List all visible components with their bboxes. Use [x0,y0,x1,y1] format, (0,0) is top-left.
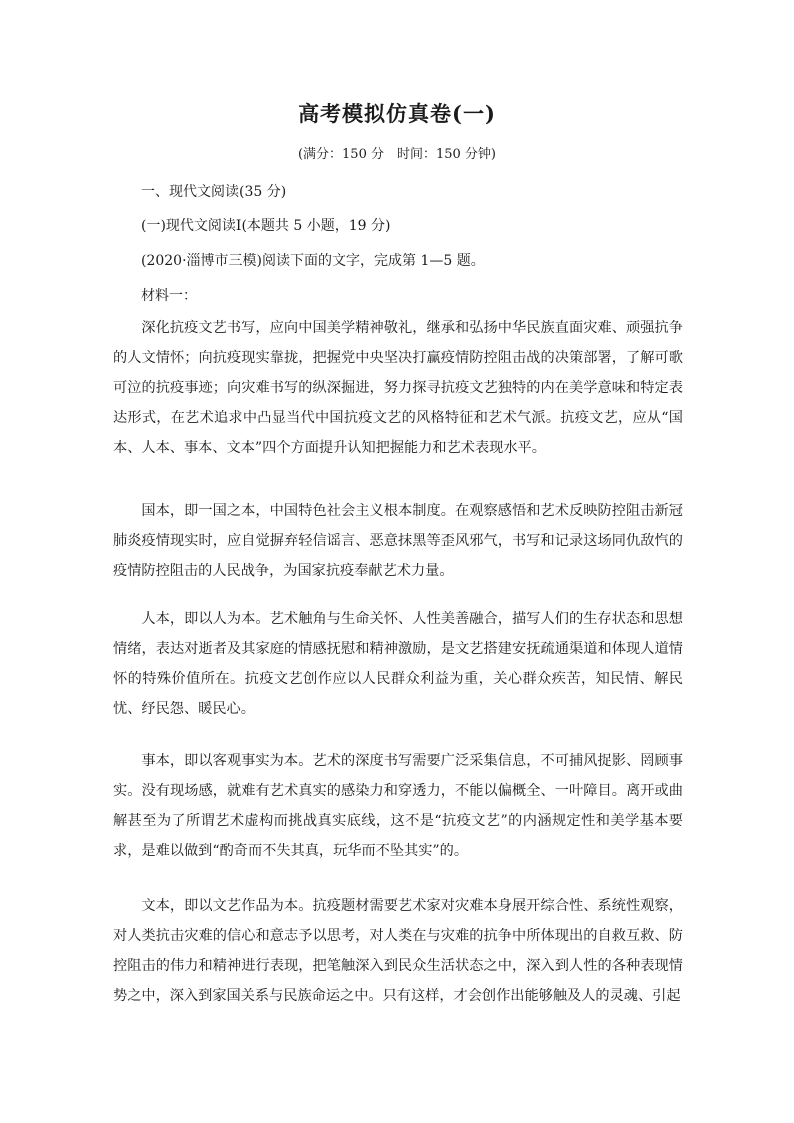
paragraph-1: 深化抗疫文艺书写，应向中国美学精神敬礼，继承和弘扬中华民族直面灾难、顽强抗争的人文情怀；向抗疫现实靠拢，把握党中央坚决打赢疫情防控阻击战的决策部署，了解可歌可泣的抗疫事迹；向灾难书写的纵深掘进，努力探寻抗疫文艺独特的内在美学意味和特定表达形式，在艺术追求中凸显当代中国抗疫文艺的风格特征和艺术气派。抗疫文艺，应从“国本、人本、事本、文本”四个方面提升认知把握能力和艺术表现水平。 [113,320,683,456]
material-label: 材料一： [141,288,197,304]
exam-info: (满分：150 分 时间：150 分钟) [297,147,497,162]
paragraph-4: 事本，即以客观事实为本。艺术的深度书写需要广泛采集信息，不可捕风捉影、罔顾事实。没有现场感，就难有艺术真实的感染力和穿透力，不能以偏概全、一叶障目。离开或曲解甚至为了所谓艺术虚构而挑战真实底线，这不是“抗疫文艺”的内涵规定性和美学基本要求，是难以做到“酌奇而不失其真，玩华而不坠其实”的。 [113,753,683,859]
page-title: 高考模拟仿真卷(一) [298,101,496,126]
paragraph-3: 人本，即以人为本。艺术触角与生命关怀、人性美善融合，描写人们的生存状态和思想情绪，表达对逝者及其家庭的情感抚慰和精神激励，是文艺搭建安抚疏通渠道和体现人道情怀的特殊价值所在。抗疫文艺创作应以人民群众利益为重，关心群众疾苦，知民情、解民忧、纾民怨、暖民心。 [113,611,683,717]
paragraph-5: 文本，即以文艺作品为本。抗疫题材需要艺术家对灾难本身展开综合性、系统性观察，对人类抗击灾难的信心和意志予以思考，对人类在与灾难的抗争中所体现出的自救互救、防控阻击的伟力和精神进行表现，把笔触深入到民众生活状态之中，深入到人性的各种表现情势之中，深入到家国关系与民族命运之中。只有这样，才会创作出能够触及人的灵魂、引起 [113,898,683,1004]
instruction-text: (2020·淄博市三模)阅读下面的文字，完成第 1—5 题。 [141,253,485,269]
subsection-heading: (一)现代文阅读Ⅰ(本题共 5 小题，19 分) [141,218,391,234]
section-heading: 一、现代文阅读(35 分) [141,184,287,200]
paragraph-2: 国本，即一国之本，中国特色社会主义根本制度。在观察感悟和艺术反映防控阻击新冠肺炎疫情现实时，应自觉摒弃轻信谣言、恶意抹黑等歪风邪气，书写和记录这场同仇敌忾的疫情防控阻击的人民战争，为国家抗疫奉献艺术力量。 [113,503,683,579]
